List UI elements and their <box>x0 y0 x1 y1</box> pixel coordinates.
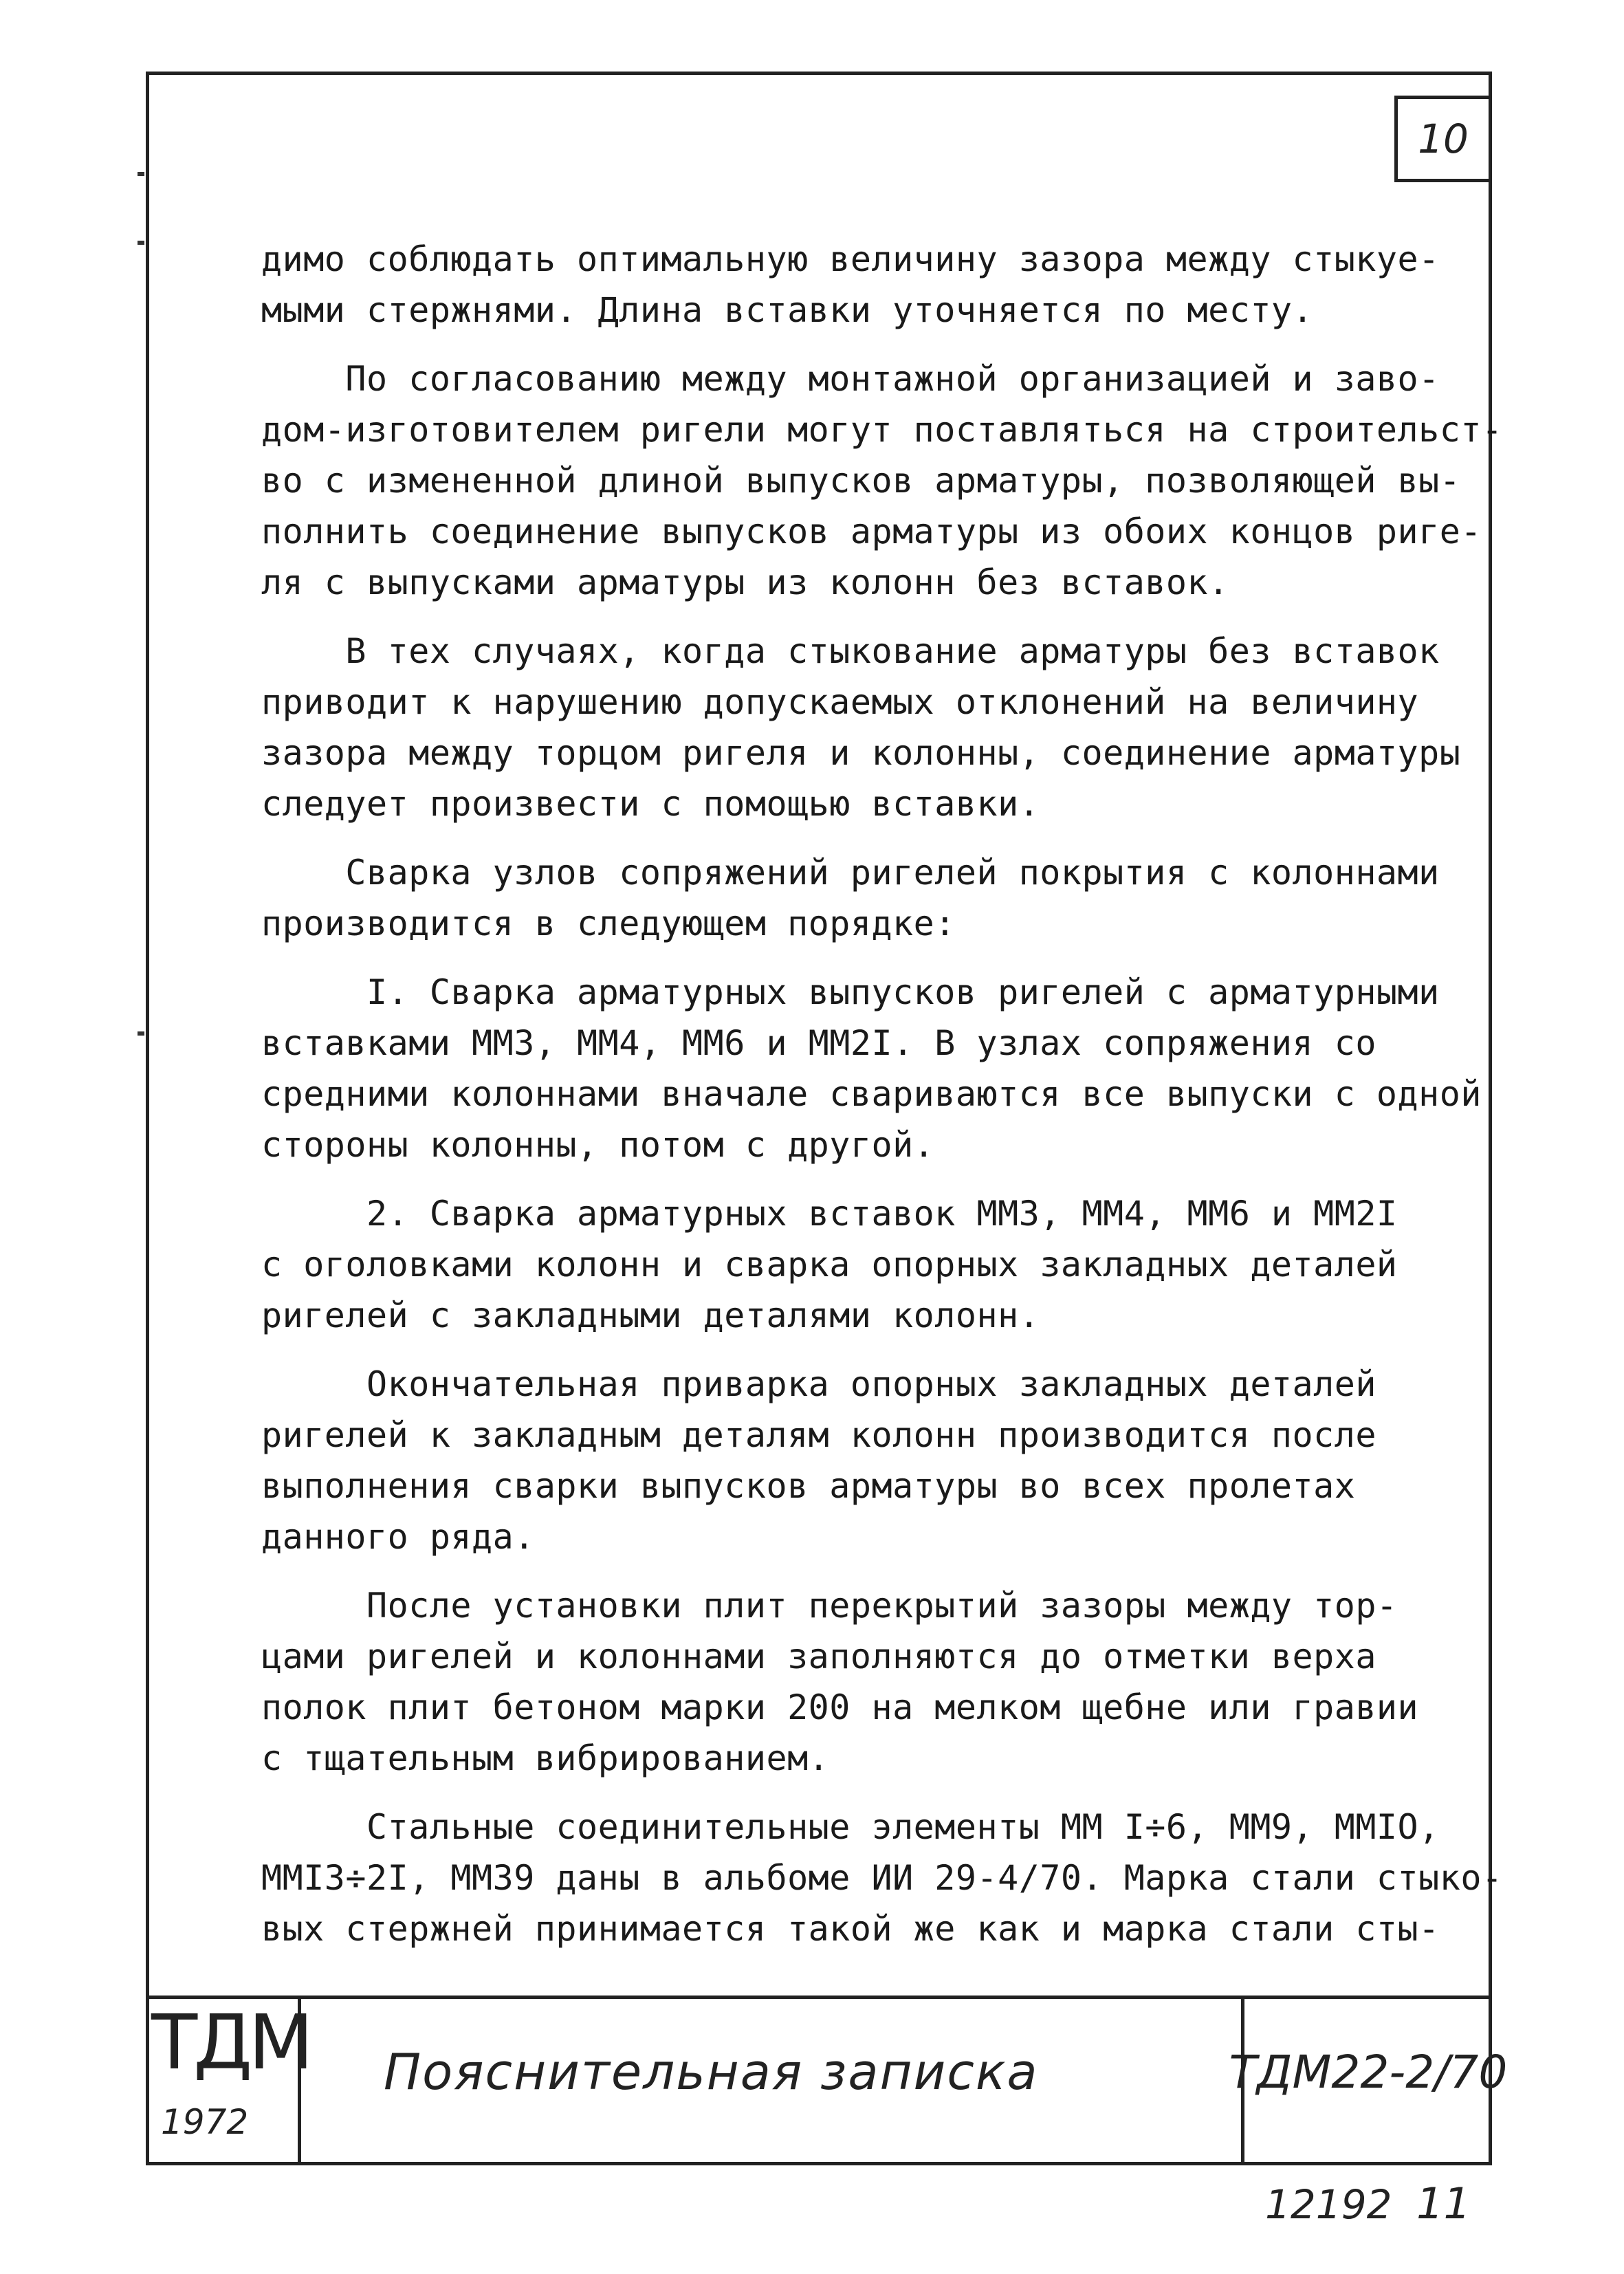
sheet-number: 11 <box>1416 2178 1471 2229</box>
page-number: 10 <box>1418 116 1469 162</box>
text-line: зазора между торцом ригеля и колонны, соединение арматуры <box>261 733 1461 773</box>
paragraph <box>261 626 1464 829</box>
text-line: Стальные соединительные элементы ММ I÷6, ММ9, ММIO, <box>261 1807 1440 1847</box>
text-line: производится в следующем порядке: <box>261 904 956 943</box>
paragraph <box>261 1359 1464 1562</box>
text-line: ля с выпусками арматуры из колонн без вставок. <box>261 562 1229 602</box>
title-block-logo-cell <box>146 1998 310 2165</box>
text-line: дом-изготовителем ригели могут поставляться на строительст- <box>261 410 1503 450</box>
text-line: с тщательным вибрированием. <box>261 1738 830 1778</box>
document-code: ТДМ22-2/70 <box>1229 2045 1508 2099</box>
margin-tick <box>138 172 144 176</box>
text-line: После установки плит перекрытий зазоры между тор- <box>261 1586 1398 1626</box>
page-number-box <box>1394 96 1492 182</box>
text-line: во с измененной длиной выпусков арматуры, позволяющей вы- <box>261 461 1461 501</box>
text-line: приводит к нарушению допускаемых отклонений на величину <box>261 682 1419 722</box>
text-line: средними колоннами вначале свариваются все выпуски с одной <box>261 1074 1482 1114</box>
text-line: полнить соединение выпусков арматуры из обоих концов риге- <box>261 512 1482 551</box>
body-text <box>261 234 1503 1972</box>
paragraph <box>261 1802 1503 1954</box>
title-block <box>146 1996 1508 2165</box>
text-line: 2. Сварка арматурных вставок ММ3, ММ4, ММ6 и ММ2I <box>261 1194 1398 1234</box>
margin-tick <box>138 241 144 245</box>
text-line: с оголовками колонн и сварка опорных закладных деталей <box>261 1245 1398 1284</box>
document-title: Пояснительная записка <box>384 2043 1039 2101</box>
paragraph <box>261 353 1503 608</box>
text-line: димо соблюдать оптимальную величину зазора между стыкуе- <box>261 239 1440 279</box>
text-line: По согласованию между монтажной организацией и заво- <box>261 359 1440 399</box>
title-block-title-cell <box>301 1999 1244 2165</box>
text-line: данного ряда. <box>261 1517 535 1557</box>
text-line: цами ригелей и колоннами заполняются до отметки верха <box>261 1637 1376 1676</box>
text-line: Окончательная приварка опорных закладных деталей <box>261 1364 1376 1404</box>
text-line: вых стержней принимается такой же как и марка стали сты- <box>261 1909 1440 1949</box>
text-line: следует произвести с помощью вставки. <box>261 784 1040 824</box>
text-line: вставками ММ3, ММ4, ММ6 и ММ2I. В узлах сопряжения со <box>261 1023 1376 1063</box>
paragraph <box>261 234 1464 336</box>
paragraph <box>261 1188 1464 1341</box>
text-line: полок плит бетоном марки 200 на мелком щебне или гравии <box>261 1687 1419 1727</box>
text-line: I. Сварка арматурных выпусков ригелей с арматурными <box>261 972 1440 1012</box>
text-line: стороны колонны, потом с другой. <box>261 1125 935 1165</box>
text-line: мыми стержнями. Длина вставки уточняется по месту. <box>261 290 1314 330</box>
text-line: Сварка узлов сопряжений ригелей покрытия с колоннами <box>261 853 1440 893</box>
paragraph <box>261 1580 1464 1784</box>
text-line: В тех случаях, когда стыкование арматуры без вставок <box>261 631 1440 671</box>
logo-year: 1972 <box>161 2102 249 2142</box>
paragraph <box>261 847 1464 949</box>
archive-number: 12192 <box>1265 2181 1392 2228</box>
text-line: выполнения сварки выпусков арматуры во всех пролетах <box>261 1466 1356 1506</box>
text-line: ригелей с закладными деталями колонн. <box>261 1295 1040 1335</box>
margin-tick <box>138 1031 144 1036</box>
paragraph <box>261 967 1482 1170</box>
text-line: ригелей к закладным деталям колонн производится после <box>261 1415 1376 1455</box>
text-line: ММI3÷2I, ММ39 даны в альбоме ИИ 29-4/70. Марка стали стыко- <box>261 1858 1503 1898</box>
organization-logo: ТДМ <box>151 1998 310 2086</box>
title-block-code-cell <box>1229 1999 1508 2165</box>
